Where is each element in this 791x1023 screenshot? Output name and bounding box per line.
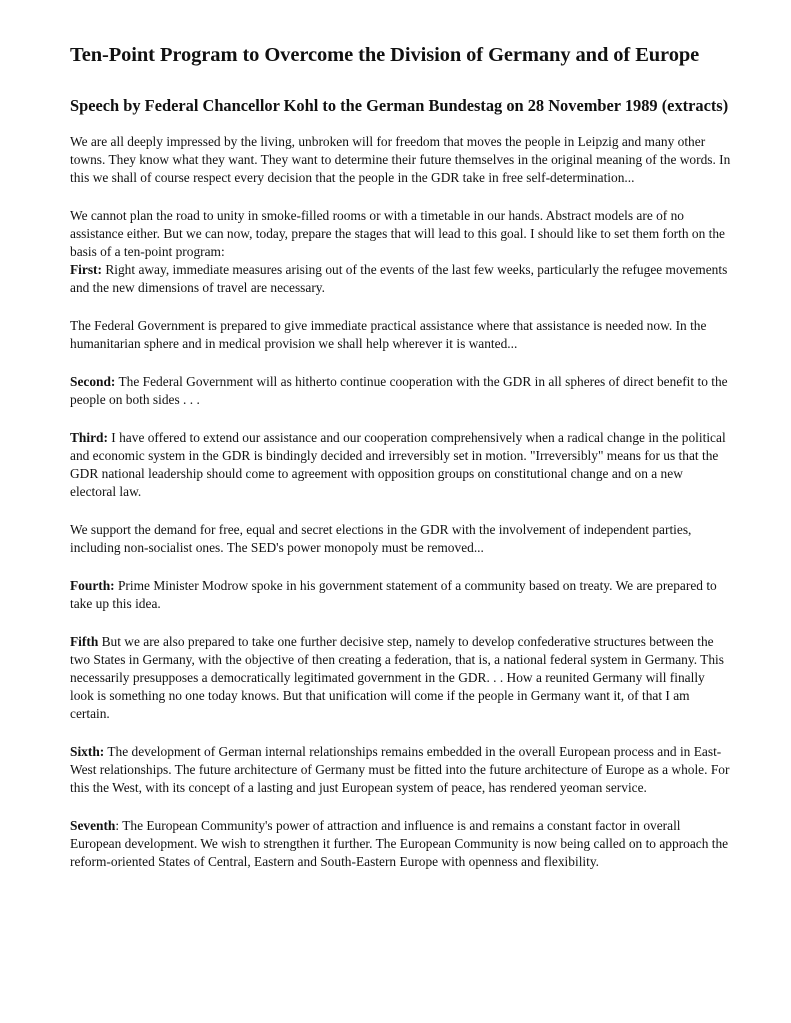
paragraph-program-intro <box>70 207 731 261</box>
paragraph-intro <box>70 133 731 187</box>
paragraph-text: We cannot plan the road to unity in smoke-filled rooms or with a timetable in our hands. Abstract models are of no assistance either. But we can now, today, prepare the stages that will lead to this goal. I should like to set them forth on the basis of a ten-point program: <box>70 208 725 259</box>
point-label: First: <box>70 262 102 277</box>
paragraph-sixth <box>70 743 731 797</box>
paragraph-text: The Federal Government is prepared to give immediate practical assistance where that assistance is needed now. In the humanitarian sphere and in medical provision we shall help wherever it is wanted... <box>70 318 707 351</box>
paragraph-fifth <box>70 633 731 723</box>
paragraph-text: But we are also prepared to take one further decisive step, namely to develop confederative structures between the two States in Germany, with the objective of then creating a federation, that is, a national federal system in Germany. This necessarily presupposes a democratically legitimated government in the GDR. . . How a reunited Germany will finally look is something no one today knows. But that unification will come if the people in Germany want it, of that I am certain. <box>70 634 724 721</box>
point-label: Fourth: <box>70 578 115 593</box>
document-title: Ten-Point Program to Overcome the Division of Germany and of Europe <box>70 44 700 66</box>
paragraph-text: Prime Minister Modrow spoke in his government statement of a community based on treaty. We are prepared to take up this idea. <box>70 578 717 611</box>
paragraph-text: The Federal Government will as hitherto continue cooperation with the GDR in all spheres of direct benefit to the people on both sides . . . <box>70 374 728 407</box>
point-label: Second: <box>70 374 116 389</box>
paragraph-text: We are all deeply impressed by the living, unbroken will for freedom that moves the people in Leipzig and many other towns. They know what they want. They want to determine their future themselves in the original meaning of the words. In this we shall of course respect every decision that the people in the GDR take in free self-determination... <box>70 134 731 185</box>
paragraph-third <box>70 429 731 501</box>
paragraph-seventh <box>70 817 731 871</box>
paragraph-text: Right away, immediate measures arising out of the events of the last few weeks, particularly the refugee movements and the new dimensions of travel are necessary. <box>70 262 728 295</box>
paragraph-text: We support the demand for free, equal and secret elections in the GDR with the involvement of independent parties, including non-socialist ones. The SED's power monopoly must be removed... <box>70 522 692 555</box>
point-label: Fifth <box>70 634 99 649</box>
paragraph-assistance <box>70 317 731 353</box>
paragraph-first <box>70 261 731 297</box>
paragraph-text: : The European Community's power of attraction and influence is and remains a constant factor in overall European development. We wish to strengthen it further. The European Community is now being called on to approach the reform-oriented States of Central, Eastern and South-Eastern Europe with openness and flexibility. <box>70 818 729 869</box>
point-label: Third: <box>70 430 108 445</box>
point-label: Seventh <box>70 818 116 833</box>
paragraph-elections <box>70 521 731 557</box>
point-label: Sixth: <box>70 744 105 759</box>
paragraph-text: I have offered to extend our assistance and our cooperation comprehensively when a radical change in the political and economic system in the GDR is bindingly decided and irreversibly set in motion. "Irreversibly" means for us that the GDR national leadership should come to agreement with opposition groups on constitutional change and on a new electoral law. <box>70 430 726 499</box>
paragraph-fourth <box>70 577 731 613</box>
paragraph-second <box>70 373 731 409</box>
paragraph-text: The development of German internal relationships remains embedded in the overall European process and in East-West relationships. The future architecture of Germany must be fitted into the future architecture of Europe as a whole. For this the West, with its concept of a lasting and just European system of peace, has rendered yeoman service. <box>70 744 730 795</box>
document-subtitle: Speech by Federal Chancellor Kohl to the German Bundestag on 28 November 1989 (extracts) <box>70 96 729 115</box>
